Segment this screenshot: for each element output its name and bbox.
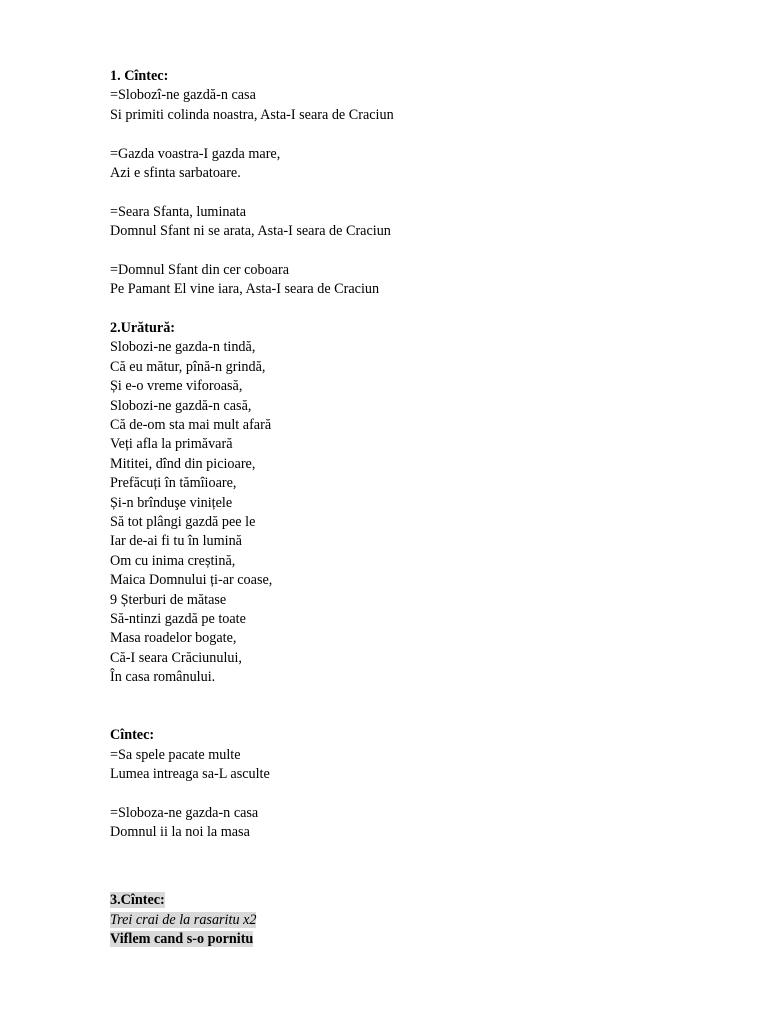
poem-line: Slobozi-ne gazdă-n casă,	[110, 397, 252, 414]
verse-line: Azi e sfinta sarbatoare.	[110, 164, 241, 181]
verse-line: =Sloboza-ne gazda-n casa	[110, 804, 259, 821]
verse-line: =Seara Sfanta, luminata	[110, 203, 247, 220]
poem-line: În casa românului.	[110, 669, 216, 686]
poem-line: Om cu inima creștină,	[110, 552, 236, 569]
verse-line: Lumea intreaga sa-L asculte	[110, 766, 270, 783]
poem-line: 9 Șterburi de mătase	[110, 591, 227, 608]
poem-line: Că eu mătur, pînă-n grindă,	[110, 358, 266, 375]
section-4-heading	[110, 891, 710, 910]
poem-line: Și-n brînduşe vinițele	[110, 494, 233, 511]
spacer	[110, 125, 710, 144]
poem-line: Slobozi-ne gazda-n tindă,	[110, 339, 256, 356]
spacer	[110, 183, 710, 202]
verse-line: Si primiti colinda noastra, Asta-I seara de Craciun	[110, 106, 394, 123]
bold-line-text: Viflem cand s-o pornitu	[110, 930, 254, 947]
poem-line: Masa roadelor bogate,	[110, 630, 237, 647]
verse-line: =Slobozî-ne gazdă-n casa	[110, 87, 256, 104]
spacer	[110, 784, 710, 803]
spacer	[110, 688, 710, 727]
section-1-heading: 1. Cîntec:	[110, 68, 169, 84]
verse-line: Domnul ii la noi la masa	[110, 824, 250, 841]
verse-line: Pe Pamant El vine iara, Asta-I seara de Craciun	[110, 281, 380, 298]
verse-line: =Sa spele pacate multe	[110, 746, 241, 763]
poem-line: Că-I seara Crăciunului,	[110, 649, 242, 666]
highlighted-line	[110, 930, 710, 949]
poem-line: Că de-om sta mai mult afară	[110, 417, 272, 434]
poem-line: Iar de-ai fi tu în lumină	[110, 533, 242, 550]
italic-line-text: Trei crai de la rasaritu x2	[110, 911, 257, 928]
document-body	[110, 67, 710, 949]
spacer	[110, 843, 710, 892]
verse-line: =Gazda voastra-I gazda mare,	[110, 145, 281, 162]
poem-line: Să-ntinzi gazdă pe toate	[110, 610, 246, 627]
verse-line: =Domnul Sfant din cer coboara	[110, 261, 289, 278]
poem-line: Prefăcuți în tămîioare,	[110, 475, 237, 492]
poem-line: Mititei, dînd din picioare,	[110, 455, 256, 472]
section-2-heading: 2.Urătură:	[110, 320, 176, 337]
spacer	[110, 242, 710, 261]
poem-line: Să tot plângi gazdă pee le	[110, 513, 256, 530]
section-4-heading-text: 3.Cîntec:	[110, 892, 165, 909]
highlighted-line	[110, 911, 710, 930]
poem-line: Maica Domnului ți-ar coase,	[110, 572, 273, 589]
verse-line: Domnul Sfant ni se arata, Asta-I seara de Craciun	[110, 223, 391, 240]
poem-line: Veți afla la primăvară	[110, 436, 233, 453]
spacer	[110, 300, 710, 319]
poem-line: Și e-o vreme viforoasă,	[110, 378, 243, 395]
section-3-heading: Cîntec:	[110, 727, 155, 744]
